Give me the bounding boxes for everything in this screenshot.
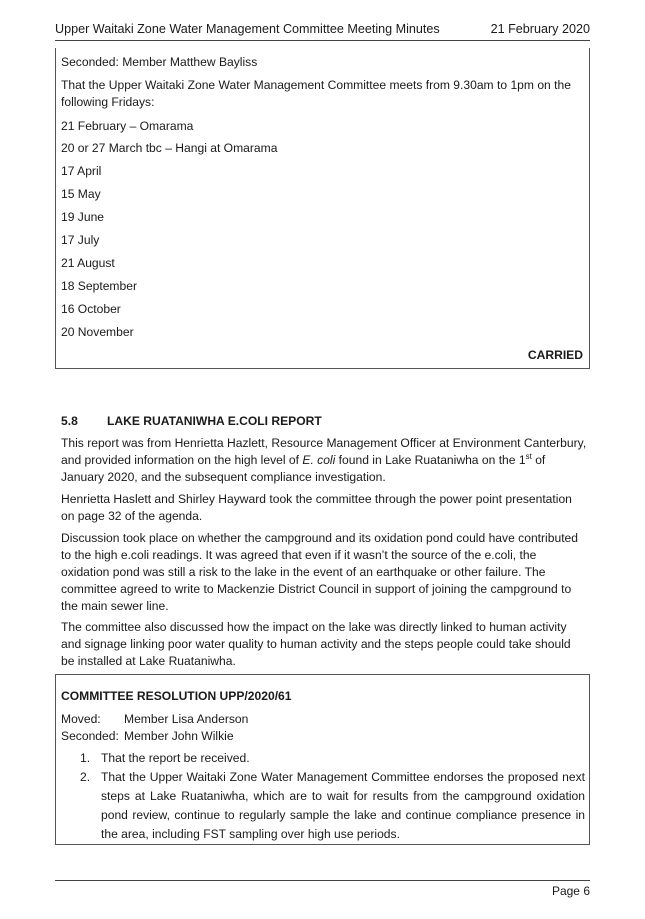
section-number: 5.8 [61, 414, 78, 428]
seconded-line: Seconded: Member Matthew Bayliss [61, 55, 258, 69]
paragraph-report: This report was from Henrietta Hazlett, Resource Management Officer at Environment Canterbury, and provided information on the high level of E. coli found in Lake Ruataniwha on the 1st of January 2020, and the subsequent compliance investigation. [61, 436, 587, 484]
list-item: That the Upper Waitaki Zone Water Management Committee endorses the proposed next steps at Lake Ruataniwha, which are to wait for results from the campground oxidation pond review, continue to regularly sample the lake and continue compliance presence in the area, including FST sampling over high use periods. [101, 770, 585, 841]
carried-label: CARRIED [527, 348, 583, 362]
meeting-date: 19 June [61, 210, 105, 224]
page-header [55, 22, 590, 36]
footer-divider [55, 880, 590, 881]
meeting-date: 16 October [61, 302, 121, 316]
meeting-date: 17 April [61, 164, 102, 178]
paragraph-signage: The committee also discussed how the impact on the lake was directly linked to human activity and signage linking poor water quality to human activity and the steps people could take should be installed at Lake Ruataniwha. [61, 620, 571, 668]
meeting-date: 15 May [61, 187, 101, 201]
moved-value: Member Lisa Anderson [124, 712, 249, 726]
header-date: 21 February 2020 [490, 22, 590, 36]
seconded-label: Seconded: [61, 729, 119, 743]
page-number: Page 6 [551, 884, 590, 898]
meeting-date: 20 November [61, 325, 134, 339]
paragraph-presentation: Henrietta Haslett and Shirley Hayward took the committee through the power point presentation on page 32 of the agenda. [61, 492, 572, 523]
seconded-value: Member John Wilkie [124, 729, 234, 743]
header-divider [55, 40, 590, 41]
paragraph-discussion: Discussion took place on whether the campground and its oxidation pond could have contributed to the high e.coli readings. It was agreed that even if it wasn’t the source of the e.coli, the oxidation pond was still a risk to the lake in the event of an earthquake or other failure. The committee agreed to write to Mackenzie District Council in support of joining the campground to the main sewer line. [61, 531, 579, 613]
meeting-date: 18 September [61, 279, 137, 293]
meeting-date: 21 August [61, 256, 115, 270]
meeting-date: 21 February – Omarama [61, 119, 194, 133]
list-item: That the report be received. [101, 751, 250, 765]
list-number: 1. [80, 751, 91, 765]
meeting-date: 17 July [61, 233, 100, 247]
list-number: 2. [80, 770, 91, 784]
resolution-statement: That the Upper Waitaki Zone Water Management Committee meets from 9.30am to 1pm on the following Fridays: [61, 78, 571, 109]
section-title: LAKE RUATANIWHA E.COLI REPORT [107, 414, 322, 428]
header-title: Upper Waitaki Zone Water Management Committee Meeting Minutes [55, 22, 440, 36]
moved-label: Moved: [61, 712, 101, 726]
resolution-heading: COMMITTEE RESOLUTION UPP/2020/61 [61, 689, 292, 703]
meeting-date: 20 or 27 March tbc – Hangi at Omarama [61, 141, 278, 155]
